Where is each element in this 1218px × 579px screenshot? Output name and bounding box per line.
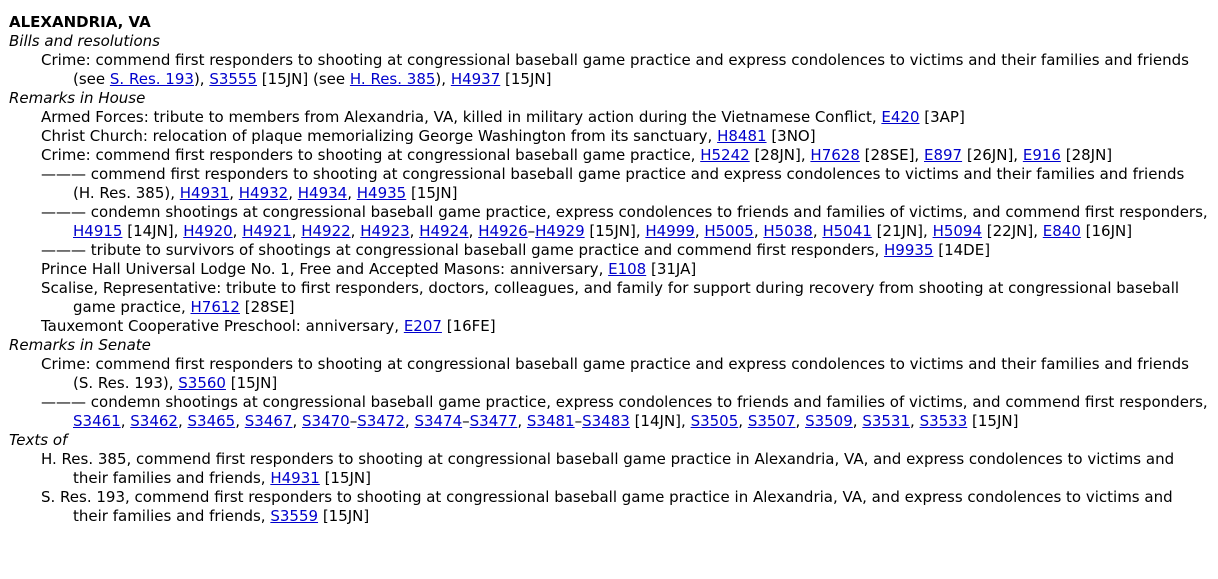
page-reference-link[interactable]: H4937: [450, 70, 501, 88]
index-entry: Christ Church: relocation of plaque memorializing George Washington from its sanctuary, H8481 [3NO]: [41, 127, 816, 145]
index-entry: Tauxemont Cooperative Preschool: anniversary, E207 [16FE]: [41, 317, 496, 335]
page-reference-link[interactable]: S3481: [526, 412, 575, 430]
index-entry: Prince Hall Universal Lodge No. 1, Free and Accepted Masons: anniversary, E108 [31JA]: [41, 260, 697, 278]
page-reference-link[interactable]: H4921: [242, 222, 292, 240]
page-reference-link[interactable]: H4999: [645, 222, 695, 240]
section-title: Bills and resolutions: [9, 32, 160, 50]
page-reference-link[interactable]: E207: [403, 317, 442, 335]
index-entry: Scalise, Representative: tribute to first responders, doctors, colleagues, and family for support during recovery from shooting at congressional baseball game practice, H7612 [28SE]: [41, 279, 1180, 316]
index-entry: ——— condemn shootings at congressional baseball game practice, express condolences to friends and families of victims, and commend first responders, S3461, S3462, S3465, S3467, S3470–S3472, S3474–S3477, S3481–S3483 [14JN], S3505, S3507, S3509, S3531, S3533 [15JN]: [41, 393, 1208, 430]
page-reference-link[interactable]: S3461: [73, 412, 121, 430]
page-reference-link[interactable]: H4915: [73, 222, 123, 240]
section-title: Texts of: [9, 431, 68, 449]
page-reference-link[interactable]: S3462: [130, 412, 178, 430]
page-reference-link[interactable]: H4926: [478, 222, 528, 240]
page-reference-link[interactable]: H7628: [810, 146, 860, 164]
index-sections: [9, 32, 1210, 526]
page-reference-link[interactable]: H9935: [884, 241, 934, 259]
page-reference-link[interactable]: H5242: [700, 146, 750, 164]
page-reference-link[interactable]: S3472: [357, 412, 405, 430]
page-reference-link[interactable]: E108: [608, 260, 647, 278]
section-title: Remarks in House: [9, 89, 146, 107]
page-reference-link[interactable]: S3465: [187, 412, 236, 430]
page-reference-link[interactable]: S3555: [209, 70, 258, 88]
index-entry: Crime: commend first responders to shooting at congressional baseball game practice and express condolences to victims and their families and friends (see S. Res. 193), S3555 [15JN] (see H. Res. 385), H4937 [15JN]: [41, 51, 1189, 88]
page-reference-link[interactable]: S3474: [414, 412, 463, 430]
page-reference-link[interactable]: H5094: [932, 222, 983, 240]
index-entry: H. Res. 385, commend first responders to shooting at congressional baseball game practice in Alexandria, VA, and express condolences to victims and their families and friends, H4931 [15JN]: [41, 450, 1175, 487]
page-reference-link[interactable]: H7612: [190, 298, 240, 316]
page-reference-link[interactable]: S3560: [178, 374, 226, 392]
page-reference-link[interactable]: H4934: [297, 184, 348, 202]
page-reference-link[interactable]: S3509: [805, 412, 853, 430]
page-reference-link[interactable]: S3470: [302, 412, 350, 430]
page-reference-link[interactable]: S3507: [747, 412, 796, 430]
index-entry: S. Res. 193, commend first responders to shooting at congressional baseball game practice in Alexandria, VA, and express condolences to victims and their families and friends, S3559 [15JN]: [41, 488, 1173, 525]
page-reference-link[interactable]: H4929: [535, 222, 585, 240]
index-heading: ALEXANDRIA, VA: [9, 13, 151, 31]
page-reference-link[interactable]: S3467: [244, 412, 293, 430]
page-reference-link[interactable]: E916: [1022, 146, 1061, 164]
index-entry: Crime: commend first responders to shooting at congressional baseball game practice, H5242 [28JN], H7628 [28SE], E897 [26JN], E916 [28JN]: [41, 146, 1113, 164]
page-reference-link[interactable]: S3559: [270, 507, 319, 525]
page-reference-link[interactable]: H4935: [356, 184, 407, 202]
page-reference-link[interactable]: H4931: [179, 184, 230, 202]
page-reference-link[interactable]: S. Res. 193: [109, 70, 194, 88]
page-reference-link[interactable]: H4932: [238, 184, 289, 202]
page-reference-link[interactable]: H4924: [419, 222, 469, 240]
page-reference-link[interactable]: E897: [923, 146, 963, 164]
page-reference-link[interactable]: E840: [1042, 222, 1081, 240]
page-reference-link[interactable]: E420: [881, 108, 920, 126]
page-reference-link[interactable]: S3483: [582, 412, 630, 430]
index-entry: Armed Forces: tribute to members from Alexandria, VA, killed in military action during the Vietnamese Conflict, E420 [3AP]: [41, 108, 965, 126]
section-title: Remarks in Senate: [9, 336, 151, 354]
page-reference-link[interactable]: H. Res. 385: [349, 70, 436, 88]
index-entry: ——— commend first responders to shooting at congressional baseball game practice and express condolences to victims and their families and friends (H. Res. 385), H4931, H4932, H4934, H4935 [15JN]: [41, 165, 1185, 202]
index-entry: ——— tribute to survivors of shootings at congressional baseball game practice and commend first responders, H9935 [14DE]: [41, 241, 991, 259]
page-reference-link[interactable]: H5005: [704, 222, 754, 240]
page-reference-link[interactable]: H5038: [763, 222, 813, 240]
page-reference-link[interactable]: S3533: [919, 412, 968, 430]
page-reference-link[interactable]: H4931: [270, 469, 320, 487]
index-entry: ——— condemn shootings at congressional baseball game practice, express condolences to friends and families of victims, and commend first responders, H4915 [14JN], H4920, H4921, H4922, H4923, H4924, H4926–H4929 [15JN], H4999, H5005, H5038, H5041 [21JN], H5094 [22JN], E840 [16JN]: [41, 203, 1208, 240]
page-reference-link[interactable]: S3531: [862, 412, 911, 430]
page-reference-link[interactable]: H4923: [360, 222, 410, 240]
page-reference-link[interactable]: H8481: [717, 127, 767, 145]
page-reference-link[interactable]: H4920: [183, 222, 233, 240]
page-reference-link[interactable]: H5041: [822, 222, 872, 240]
page-reference-link[interactable]: H4922: [301, 222, 351, 240]
page-reference-link[interactable]: S3505: [690, 412, 739, 430]
page-reference-link[interactable]: S3477: [469, 412, 518, 430]
index-entry: Crime: commend first responders to shooting at congressional baseball game practice and express condolences to victims and their families and friends (S. Res. 193), S3560 [15JN]: [41, 355, 1189, 392]
